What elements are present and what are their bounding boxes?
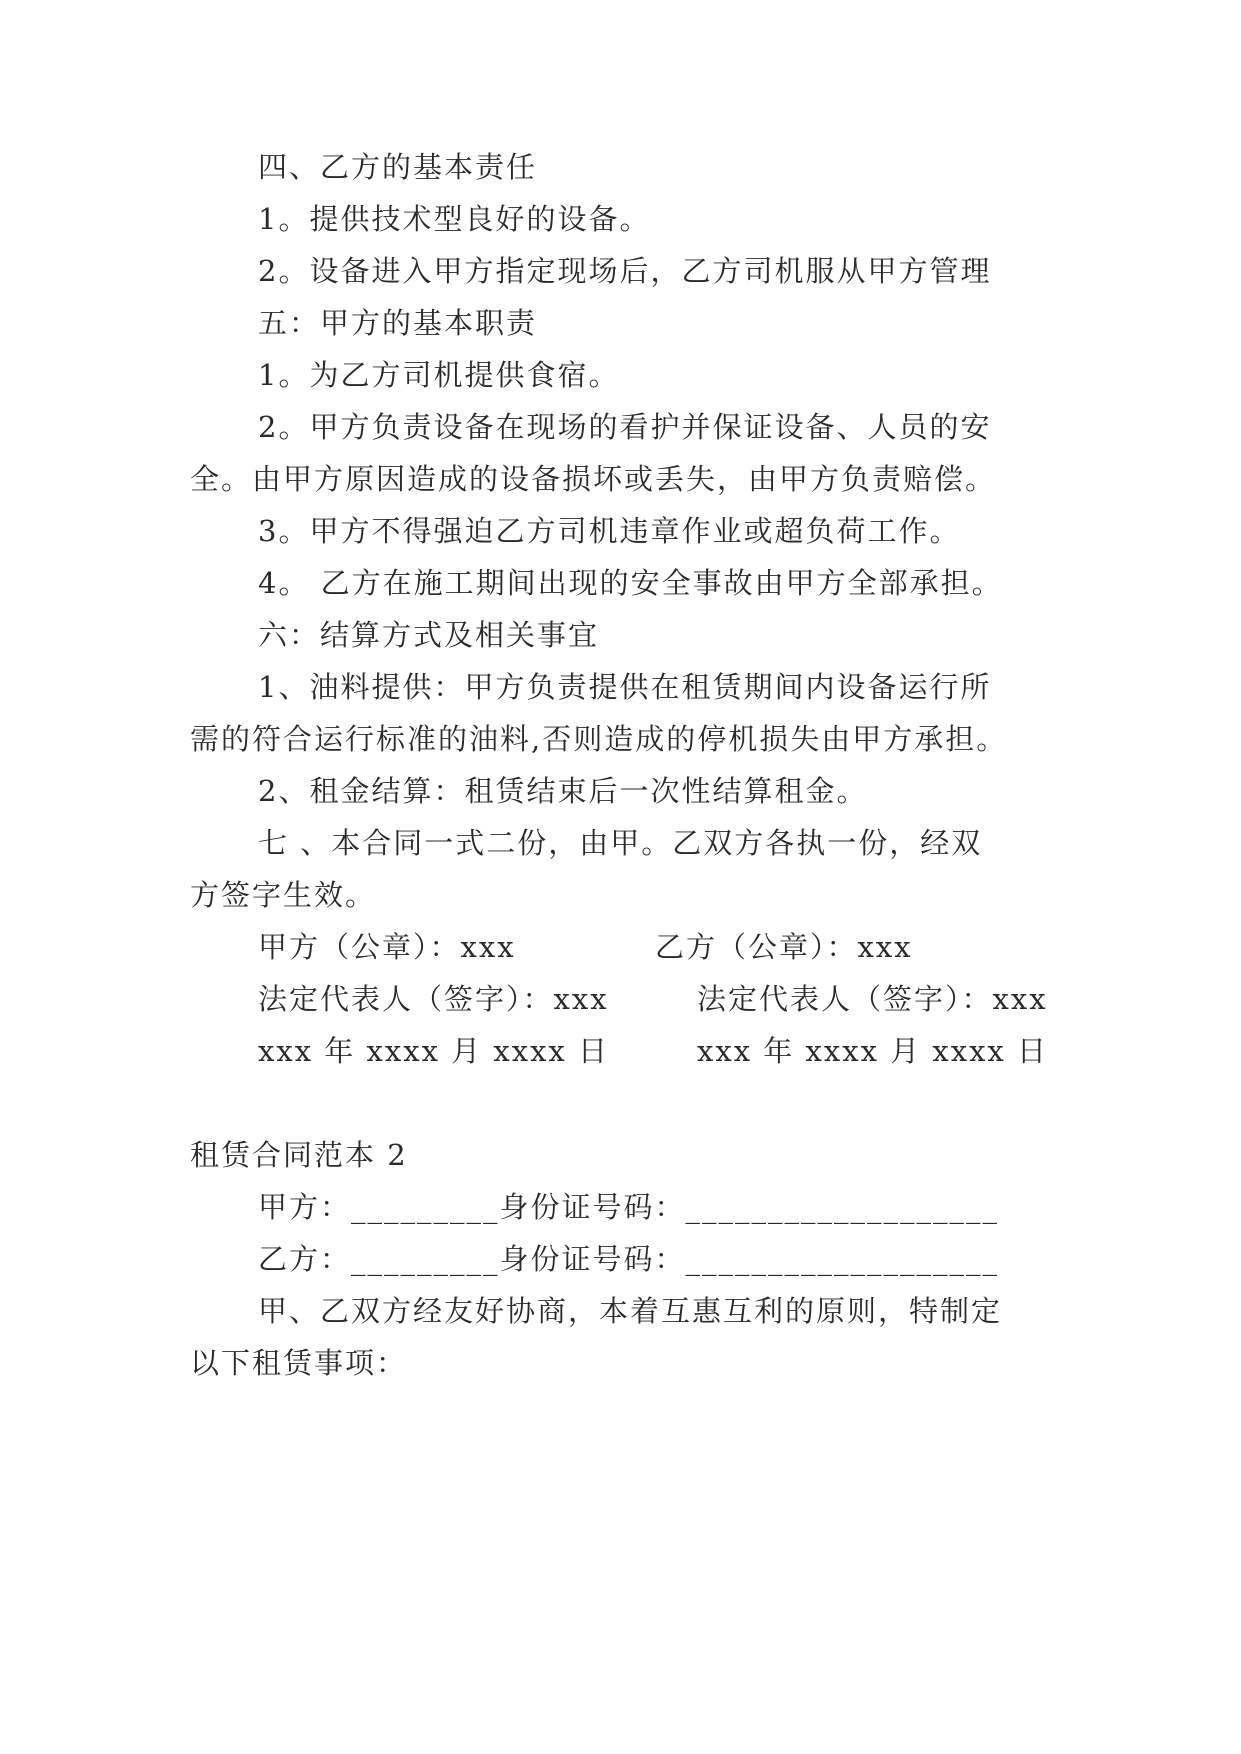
clause-4-2: 2。设备进入甲方指定现场后，乙方司机服从甲方管理 (258, 254, 992, 288)
party-a-id-line: 甲方：_________身份证号码：___________________ (258, 1190, 1000, 1224)
intro-line-1: 甲、乙双方经友好协商，本着互惠互利的原则，特制定 (258, 1294, 1003, 1328)
party-b-id-line: 乙方：_________身份证号码：___________________ (258, 1242, 1000, 1276)
party-a-seal: 甲方（公章）：xxx (258, 930, 516, 964)
section-heading-5: 五：甲方的基本职责 (258, 306, 538, 340)
clause-5-2: 2。甲方负责设备在现场的看护并保证设备、人员的安 (258, 410, 992, 444)
party-b-rep: 法定代表人（签字）：xxx (697, 982, 1048, 1016)
party-b-seal: 乙方（公章）：xxx (655, 930, 913, 964)
party-a-rep: 法定代表人（签字）：xxx (258, 982, 609, 1016)
section2-heading: 租赁合同范本 2 (190, 1138, 408, 1172)
section-heading-6: 六：结算方式及相关事宜 (258, 618, 600, 652)
clause-6-2: 2、租金结算：租赁结束后一次性结算租金。 (258, 774, 868, 808)
clause-6-1: 1、油料提供：甲方负责提供在租赁期间内设备运行所 (258, 670, 992, 704)
clause-6-1-cont: 需的符合运行标准的油料,否则造成的停机损失由甲方承担。 (190, 722, 1008, 756)
party-a-date: xxx 年 xxxx 月 xxxx 日 (258, 1034, 609, 1068)
section-7-cont: 方签字生效。 (190, 878, 377, 912)
clause-5-4: 4。 乙方在施工期间出现的安全事故由甲方全部承担。 (258, 566, 1003, 600)
clause-5-2-cont: 全。由甲方原因造成的设备损坏或丢失，由甲方负责赔偿。 (190, 462, 997, 496)
clause-4-1: 1。提供技术型良好的设备。 (258, 202, 651, 236)
party-b-date: xxx 年 xxxx 月 xxxx 日 (697, 1034, 1048, 1068)
section-heading-7: 七 、本合同一式二份，由甲。乙双方各执一份，经双 (258, 826, 983, 860)
clause-5-1: 1。为乙方司机提供食宿。 (258, 358, 620, 392)
section-heading-4: 四、乙方的基本责任 (258, 150, 538, 184)
clause-5-3: 3。甲方不得强迫乙方司机违章作业或超负荷工作。 (258, 514, 961, 548)
intro-line-2: 以下租赁事项： (190, 1346, 408, 1380)
